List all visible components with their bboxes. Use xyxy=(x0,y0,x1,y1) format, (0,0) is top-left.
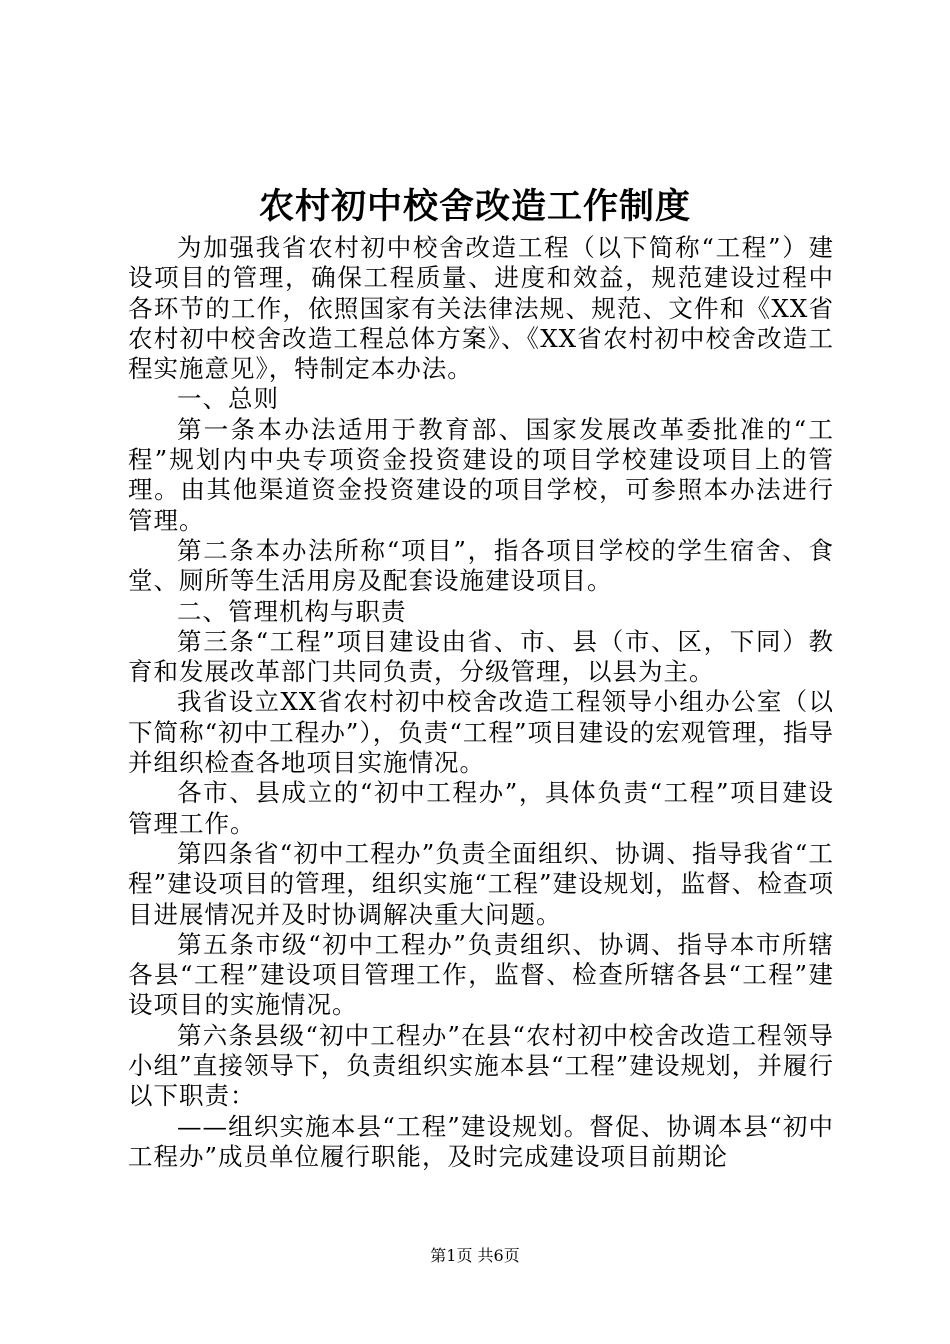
document-body xyxy=(128,233,834,1172)
paragraph-local-offices: 各市、县成立的“初中工程办”，具体负责“工程”项目建设管理工作。 xyxy=(128,778,834,838)
paragraph-duty-1: ——组织实施本县“工程”建设规划。督促、协调本县“初中工程办”成员单位履行职能，及时完成建设项目前期论 xyxy=(128,1111,834,1171)
paragraph-article-6: 第六条县级“初中工程办”在县“农村初中校舍改造工程领导小组”直接领导下，负责组织实施本县“工程”建设规划，并履行以下职责： xyxy=(128,1020,834,1111)
paragraph-article-4: 第四条省“初中工程办”负责全面组织、协调、指导我省“工程”建设项目的管理，组织实施“工程”建设规划，监督、检查项目进展情况并及时协调解决重大问题。 xyxy=(128,838,834,929)
paragraph-article-1: 第一条本办法适用于教育部、国家发展改革委批准的“工程”规划内中央专项资金投资建设的项目学校建设项目上的管理。由其他渠道资金投资建设的项目学校，可参照本办法进行管理。 xyxy=(128,414,834,535)
document-title: 农村初中校舍改造工作制度 xyxy=(258,186,691,227)
paragraph-intro: 为加强我省农村初中校舍改造工程（以下简称“工程”）建设项目的管理，确保工程质量、进度和效益，规范建设过程中各环节的工作，依照国家有关法律法规、规范、文件和《XX省农村初中校舍改造工程总体方案》、《XX省农村初中校舍改造工程实施意见》，特制定本办法。 xyxy=(128,233,834,384)
paragraph-article-5: 第五条市级“初中工程办”负责组织、协调、指导本市所辖各县“工程”建设项目管理工作，监督、检查所辖各县“工程”建设项目的实施情况。 xyxy=(128,929,834,1020)
section-heading-organization: 二、管理机构与职责 xyxy=(177,596,407,626)
section-heading-general: 一、总则 xyxy=(177,384,279,414)
page-number-footer: 第1页 共6页 xyxy=(430,1246,520,1265)
paragraph-provincial-office: 我省设立XX省农村初中校舍改造工程领导小组办公室（以下简称“初中工程办”），负责“工程”项目建设的宏观管理，指导并组织检查各地项目实施情况。 xyxy=(128,687,834,778)
paragraph-article-2: 第二条本办法所称“项目”，指各项目学校的学生宿舍、食堂、厕所等生活用房及配套设施建设项目。 xyxy=(128,535,834,596)
paragraph-article-3: 第三条“工程”项目建设由省、市、县（市、区，下同）教育和发展改革部门共同负责，分级管理，以县为主。 xyxy=(128,626,834,687)
